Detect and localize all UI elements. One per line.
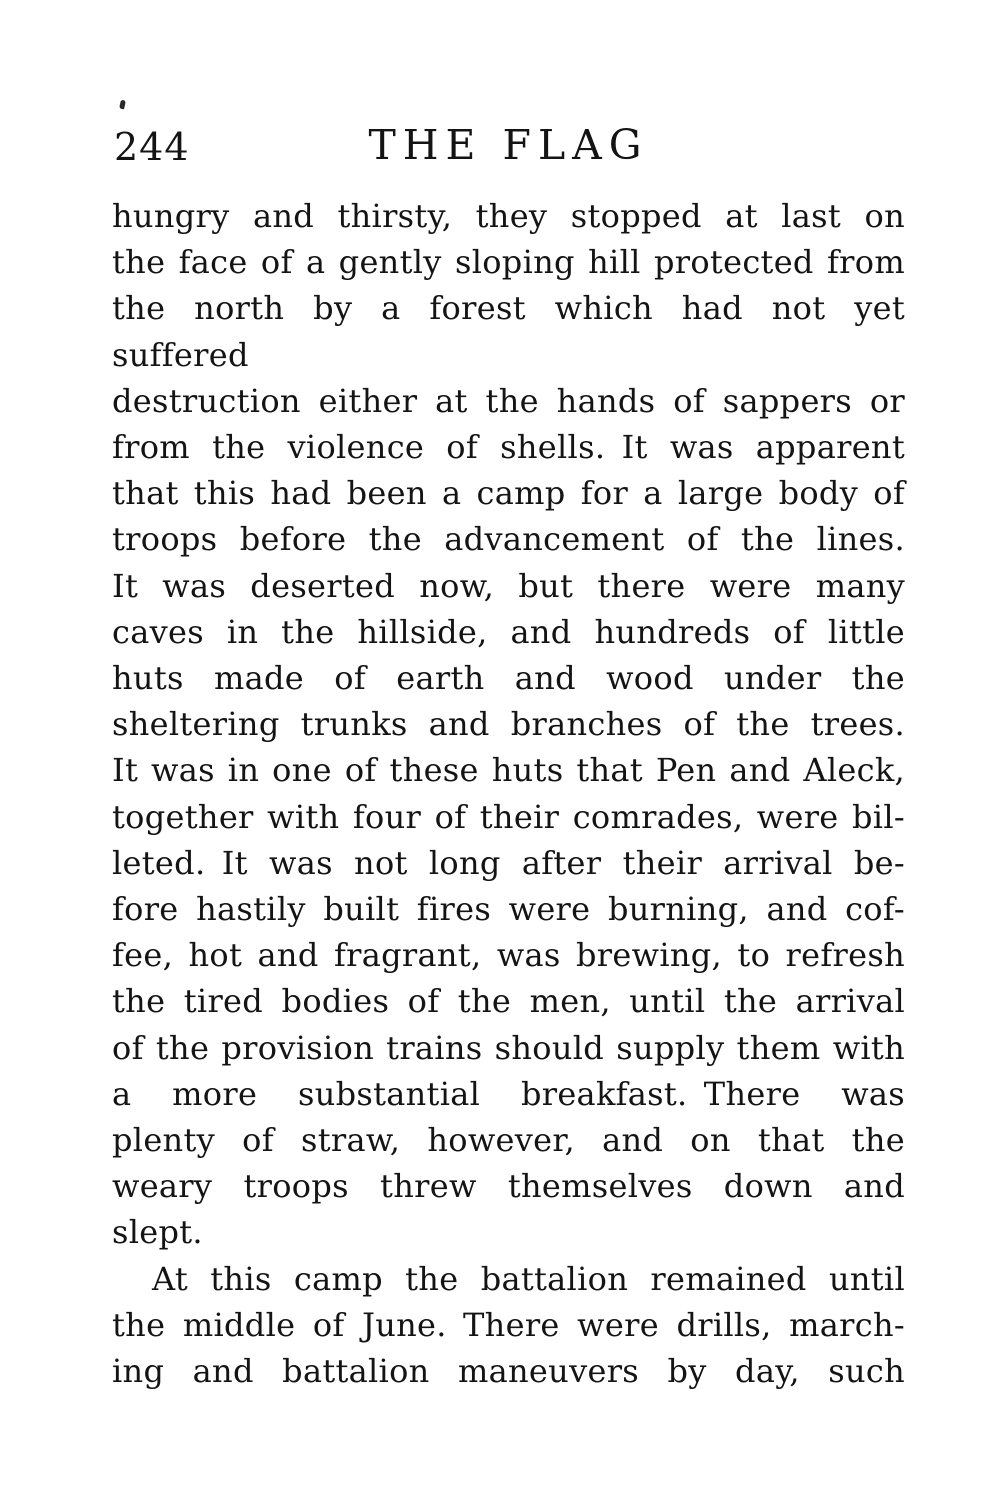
- page-title: THE FLAG: [368, 121, 649, 169]
- page-number: 244: [114, 125, 190, 169]
- text-line: fore hastily built fires were burning, and cof-: [112, 890, 905, 929]
- paragraph: [112, 1256, 905, 1395]
- text-line: hungry and thirsty, they stopped at last on: [112, 197, 905, 235]
- text-line: slept.: [112, 1213, 203, 1252]
- text-line: plenty of straw, however, and on that the: [112, 1121, 905, 1160]
- text-line: the face of a gently sloping hill protected from: [112, 243, 905, 282]
- text-line: ing and battalion maneuvers by day, such: [112, 1352, 905, 1391]
- page-header: [112, 119, 905, 171]
- text-line: weary troops threw themselves down and: [112, 1167, 905, 1206]
- text-line: together with four of their comrades, were bil-: [112, 797, 905, 836]
- page-text: [112, 193, 905, 1394]
- text-line: from the violence of shells. It was apparent: [112, 428, 905, 467]
- text-line: sheltering trunks and branches of the trees.: [112, 705, 905, 744]
- text-line: destruction either at the hands of sappers or: [112, 381, 905, 420]
- text-line: the middle of June. There were drills, march-: [112, 1305, 905, 1344]
- text-line: At this camp the battalion remained until: [152, 1259, 905, 1298]
- text-line: leted. It was not long after their arrival be-: [112, 843, 905, 882]
- text-line: caves in the hillside, and hundreds of little: [112, 612, 905, 651]
- text-line: It was in one of these huts that Pen and Aleck,: [112, 751, 905, 790]
- text-line: the north by a forest which had not yet suffered: [112, 289, 905, 374]
- text-line: It was deserted now, but there were many: [112, 566, 905, 605]
- paragraph: [112, 193, 905, 1256]
- text-line: of the provision trains should supply them with: [112, 1028, 905, 1067]
- text-line: the tired bodies of the men, until the arrival: [112, 982, 905, 1021]
- text-line: that this had been a camp for a large body of: [112, 474, 905, 513]
- scan-artifact-mark: [119, 100, 126, 110]
- text-line: huts made of earth and wood under the: [112, 659, 905, 698]
- text-line: fee, hot and fragrant, was brewing, to refresh: [112, 936, 905, 975]
- text-line: troops before the advancement of the lines.: [112, 520, 905, 559]
- text-line: a more substantial breakfast. There was: [112, 1074, 905, 1113]
